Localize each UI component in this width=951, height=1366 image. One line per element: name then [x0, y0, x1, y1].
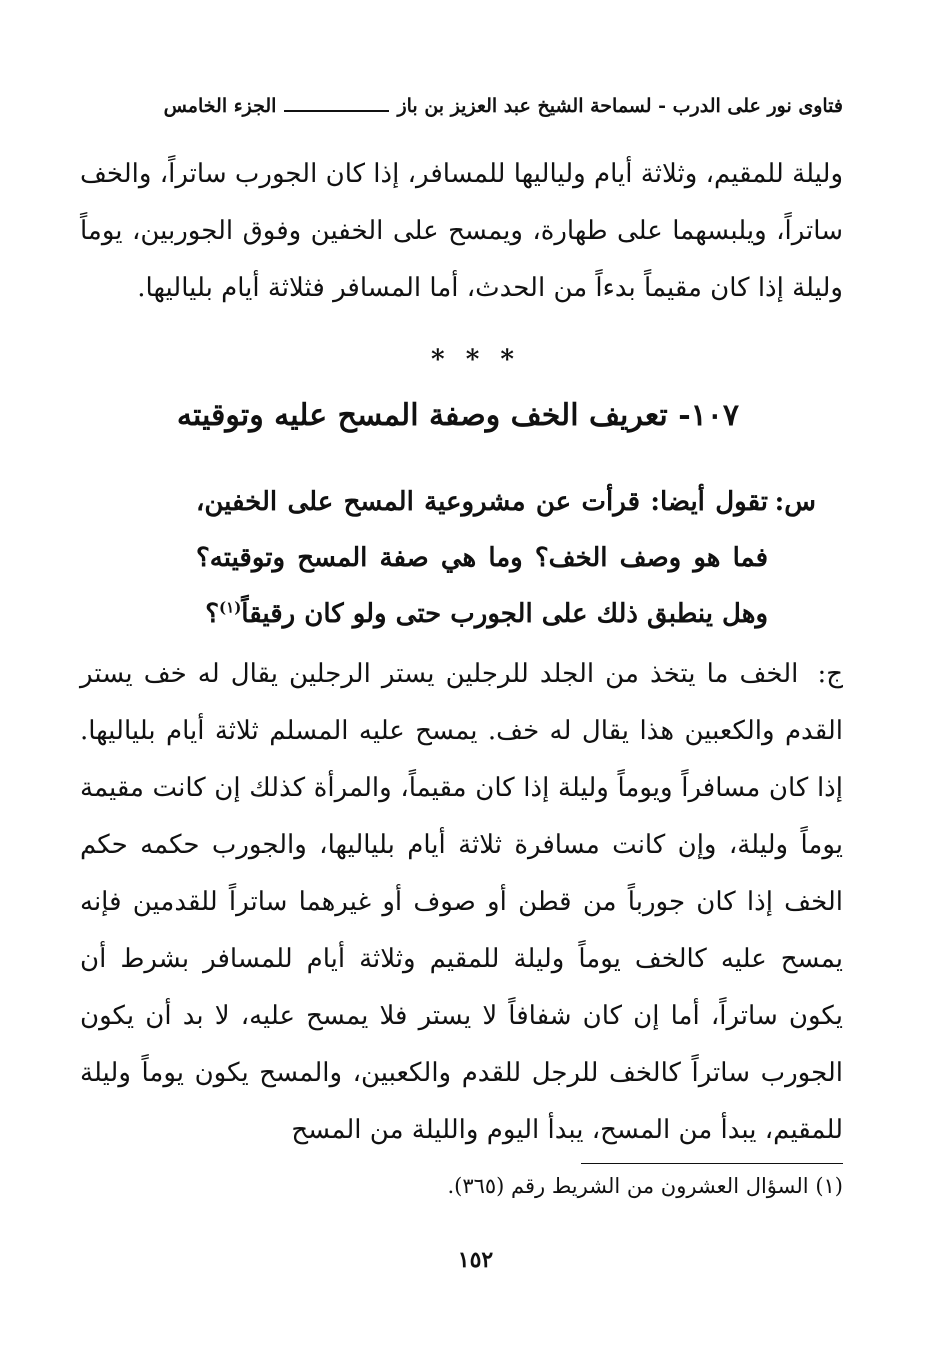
question-text: تقول أيضا: قرأت عن مشروعية المسح على الخفين، فما هو وصف الخف؟ وما هي صفة المسح وتوقيته؟ وهل ينطبق ذلك على الجورب حتى ولو كان رقيقاً: [196, 487, 768, 629]
section-title: ١٠٧- تعريف الخف وصفة المسح عليه وتوقيته: [176, 398, 739, 433]
question-end-mark: ؟: [205, 599, 220, 629]
running-header: [80, 86, 843, 126]
footnote-text: السؤال العشرون من الشريط رقم (٣٦٥).: [447, 1174, 809, 1198]
footnote-number: (١): [815, 1174, 843, 1198]
section-separator: * * *: [431, 345, 520, 375]
question-block: [196, 474, 816, 642]
question-label: س:: [774, 487, 816, 517]
footnote-reference[interactable]: (١): [219, 598, 242, 617]
page-number: ١٥٢: [457, 1247, 494, 1273]
header-rule: [284, 110, 389, 112]
book-title: فتاوى نور على الدرب - لسماحة الشيخ عبد العزيز بن باز: [397, 95, 843, 117]
volume-label: الجزء الخامس: [163, 95, 277, 117]
answer-block: [80, 646, 843, 1159]
answer-label: ج:: [817, 659, 844, 689]
footnote: [80, 1174, 843, 1198]
footnote-rule: [581, 1163, 843, 1164]
answer-text: الخف ما يتخذ من الجلد للرجلين يستر الرجلين يقال له خف يستر القدم والكعبين هذا يقال له خف. يمسح عليه المسلم ثلاثة أيام بلياليها. إذا كان مسافراً ويوماً وليلة إذا كان مقيماً، والمرأة كذلك إن كانت مقيمة يوماً وليلة، وإن كانت مسافرة ثلاثة أيام بلياليها، والجورب حكمه حكم الخف إذا كان جورباً من قطن أو صوف أو غيرهما ساتراً للقدمين فإنه يمسح عليه كالخف يوماً وليلة للمقيم وثلاثة أيام للمسافر بشرط أن يكون ساتراً، أما إن كان شفافاً لا يستر فلا يمسح عليه، لا بد أن يكون الجورب ساتراً كالخف للرجل للقدم والكعبين، والمسح يكون يوماً وليلة للمقيم، يبدأ من المسح، يبدأ اليوم والليلة من المسح: [80, 659, 843, 1145]
intro-paragraph: وليلة للمقيم، وثلاثة أيام ولياليها للمسافر، إذا كان الجورب ساتراً، والخف ساتراً، ويلبسهما على طهارة، ويمسح على الخفين وفوق الجوربين، يوماً وليلة إذا كان مقيماً بدءاً من الحدث، أما المسافر فثلاثة أيام بلياليها.: [80, 159, 843, 303]
